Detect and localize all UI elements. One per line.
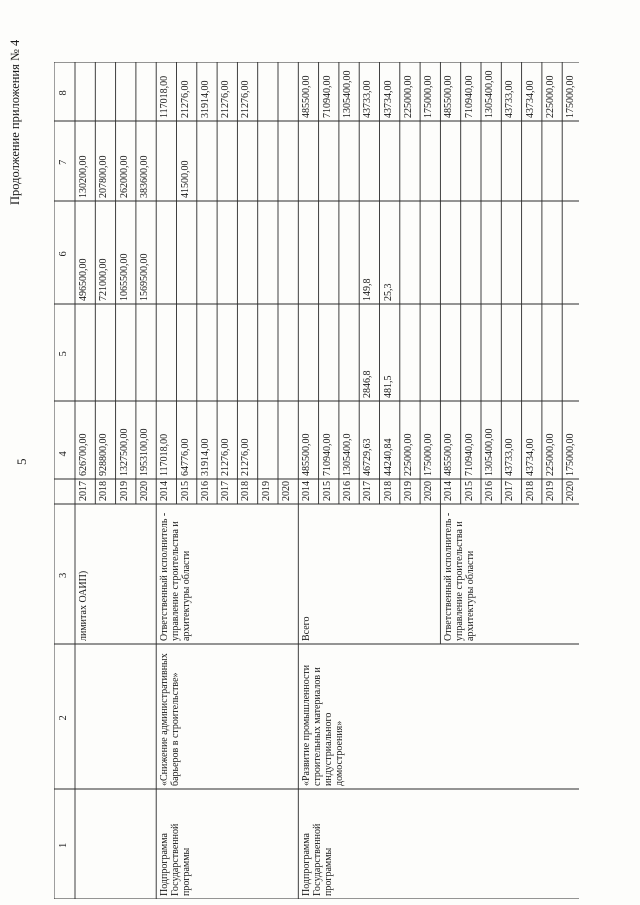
header-cell: 1 (58, 842, 69, 848)
amount-cell-c6: 1065500,00 (118, 253, 130, 301)
year-cell: 2018 (524, 481, 536, 501)
amount-cell-c4: 1305400,00 (484, 428, 495, 476)
amount-cell-c4: 46729,63 (362, 438, 374, 476)
funding-source-cell: Ответственный исполнитель - управление строительства и архитектуры области (443, 512, 477, 641)
amount-cell-c4: 1305400,0 (341, 433, 353, 476)
year-cell: 2020 (281, 481, 292, 501)
year-cell: 2020 (423, 481, 435, 501)
header-cell: 5 (58, 351, 69, 357)
amount-cell-c4: 225000,00 (402, 433, 414, 476)
header-cell: 2 (58, 715, 69, 721)
year-cell: 2019 (544, 481, 556, 501)
year-cell: 2014 (159, 481, 171, 501)
amount-cell-c4: 31914,00 (199, 438, 211, 476)
amount-cell-c8: 710940,00 (321, 75, 333, 118)
amount-cell-c4: 928800,00 (98, 433, 110, 476)
year-cell: 2019 (402, 481, 414, 501)
amount-cell-c5: 2846,8 (362, 370, 374, 398)
amount-cell-c8: 117018,00 (159, 75, 171, 118)
amount-cell-c8: 175000,00 (423, 75, 435, 118)
year-cell: 2016 (199, 481, 211, 501)
amount-cell-c8: 175000,00 (565, 75, 577, 118)
amount-cell-c4: 485500,00 (301, 433, 313, 476)
amount-cell-c4: 1327500,00 (118, 428, 130, 476)
amount-cell-c8: 43734,00 (382, 80, 394, 118)
amount-cell-c6: 25,3 (382, 283, 394, 301)
amount-cell-c8: 1305400,00 (484, 70, 495, 118)
year-cell: 2020 (138, 481, 150, 501)
amount-cell-c7: 130200,00 (78, 155, 89, 198)
amount-cell-c7: 207800,00 (98, 155, 110, 198)
amount-cell-c4: 175000,00 (423, 433, 435, 476)
amount-cell-c4: 225000,00 (544, 433, 556, 476)
budget-table (54, 62, 579, 899)
program-type-cell: Подпрограмма Государственной программы (159, 823, 193, 896)
header-cell: 6 (58, 251, 69, 257)
amount-cell-c8: 485500,00 (443, 75, 455, 118)
year-cell: 2017 (220, 481, 232, 501)
amount-cell-c4: 710940,00 (321, 433, 333, 476)
year-cell: 2020 (565, 481, 577, 501)
year-cell: 2018 (382, 481, 394, 501)
amount-cell-c8: 21276,00 (179, 80, 191, 118)
amount-cell-c4: 43733,00 (504, 438, 516, 476)
program-name-cell: «Развитие промышленности строительных материалов и индустриального домостроения» (301, 664, 346, 786)
amount-cell-c8: 225000,00 (402, 75, 414, 118)
header-cell: 8 (58, 90, 69, 96)
amount-cell-c4: 117018,00 (159, 433, 171, 476)
amount-cell-c4: 21276,00 (220, 438, 232, 476)
year-cell: 2018 (240, 481, 252, 501)
amount-cell-c4: 626700,00 (78, 433, 89, 476)
year-cell: 2017 (504, 481, 516, 501)
amount-cell-c6: 496500,00 (78, 258, 89, 301)
funding-source-cell: Всего (301, 616, 313, 641)
year-cell: 2015 (179, 481, 191, 501)
amount-cell-c8: 31914,00 (199, 80, 211, 118)
amount-cell-c8: 21276,00 (220, 80, 232, 118)
amount-cell-c4: 175000,00 (565, 433, 577, 476)
amount-cell-c7: 262000,00 (118, 155, 130, 198)
amount-cell-c4: 21276,00 (240, 438, 252, 476)
year-cell: 2016 (341, 481, 353, 501)
amount-cell-c8: 485500,00 (301, 75, 313, 118)
amount-cell-c8: 1305400,00 (341, 70, 353, 118)
year-cell: 2014 (443, 481, 455, 501)
page-number: 5 (14, 458, 29, 465)
amount-cell-c4: 710940,00 (463, 433, 475, 476)
year-cell: 2016 (484, 481, 495, 501)
amount-cell-c8: 21276,00 (240, 80, 252, 118)
appendix-caption: Продолжение приложения № 4 (8, 39, 22, 205)
amount-cell-c7: 383600,00 (138, 155, 150, 198)
year-cell: 2015 (463, 481, 475, 501)
amount-cell-c4: 1953100,00 (138, 428, 150, 476)
amount-cell-c4: 44240,84 (382, 438, 394, 476)
amount-cell-c8: 43733,00 (504, 80, 516, 118)
header-cell: 4 (58, 451, 69, 457)
year-cell: 2019 (260, 481, 272, 501)
year-cell: 2018 (98, 481, 110, 501)
amount-cell-c6: 1569500,00 (138, 253, 150, 301)
amount-cell-c4: 485500,00 (443, 433, 455, 476)
program-name-cell: «Снижение административных барьеров в строительстве» (159, 653, 182, 786)
amount-cell-c4: 43734,00 (524, 438, 536, 476)
amount-cell-c8: 43734,00 (524, 80, 536, 118)
header-cell: 7 (58, 159, 69, 165)
amount-cell-c7: 41500,00 (179, 160, 191, 198)
amount-cell-c8: 43733,00 (362, 80, 374, 118)
program-type-cell: Подпрограмма Государственной программы (301, 823, 335, 896)
year-cell: 2014 (301, 481, 313, 501)
amount-cell-c5: 481,5 (382, 375, 394, 398)
funding-source-cell: Ответственный исполнитель - управление строительства и архитектуры области (159, 512, 193, 641)
header-cell: 3 (58, 572, 69, 578)
amount-cell-c6: 149,8 (362, 278, 374, 301)
amount-cell-c6: 721000,00 (98, 258, 110, 301)
amount-cell-c8: 225000,00 (544, 75, 556, 118)
year-cell: 2017 (78, 481, 89, 501)
year-cell: 2019 (118, 481, 130, 501)
year-cell: 2017 (362, 481, 374, 501)
amount-cell-c8: 710940,00 (463, 75, 475, 118)
year-cell: 2015 (321, 481, 333, 501)
funding-source-cell: лимитах ОАИП) (78, 570, 89, 641)
amount-cell-c4: 64776,00 (179, 438, 191, 476)
